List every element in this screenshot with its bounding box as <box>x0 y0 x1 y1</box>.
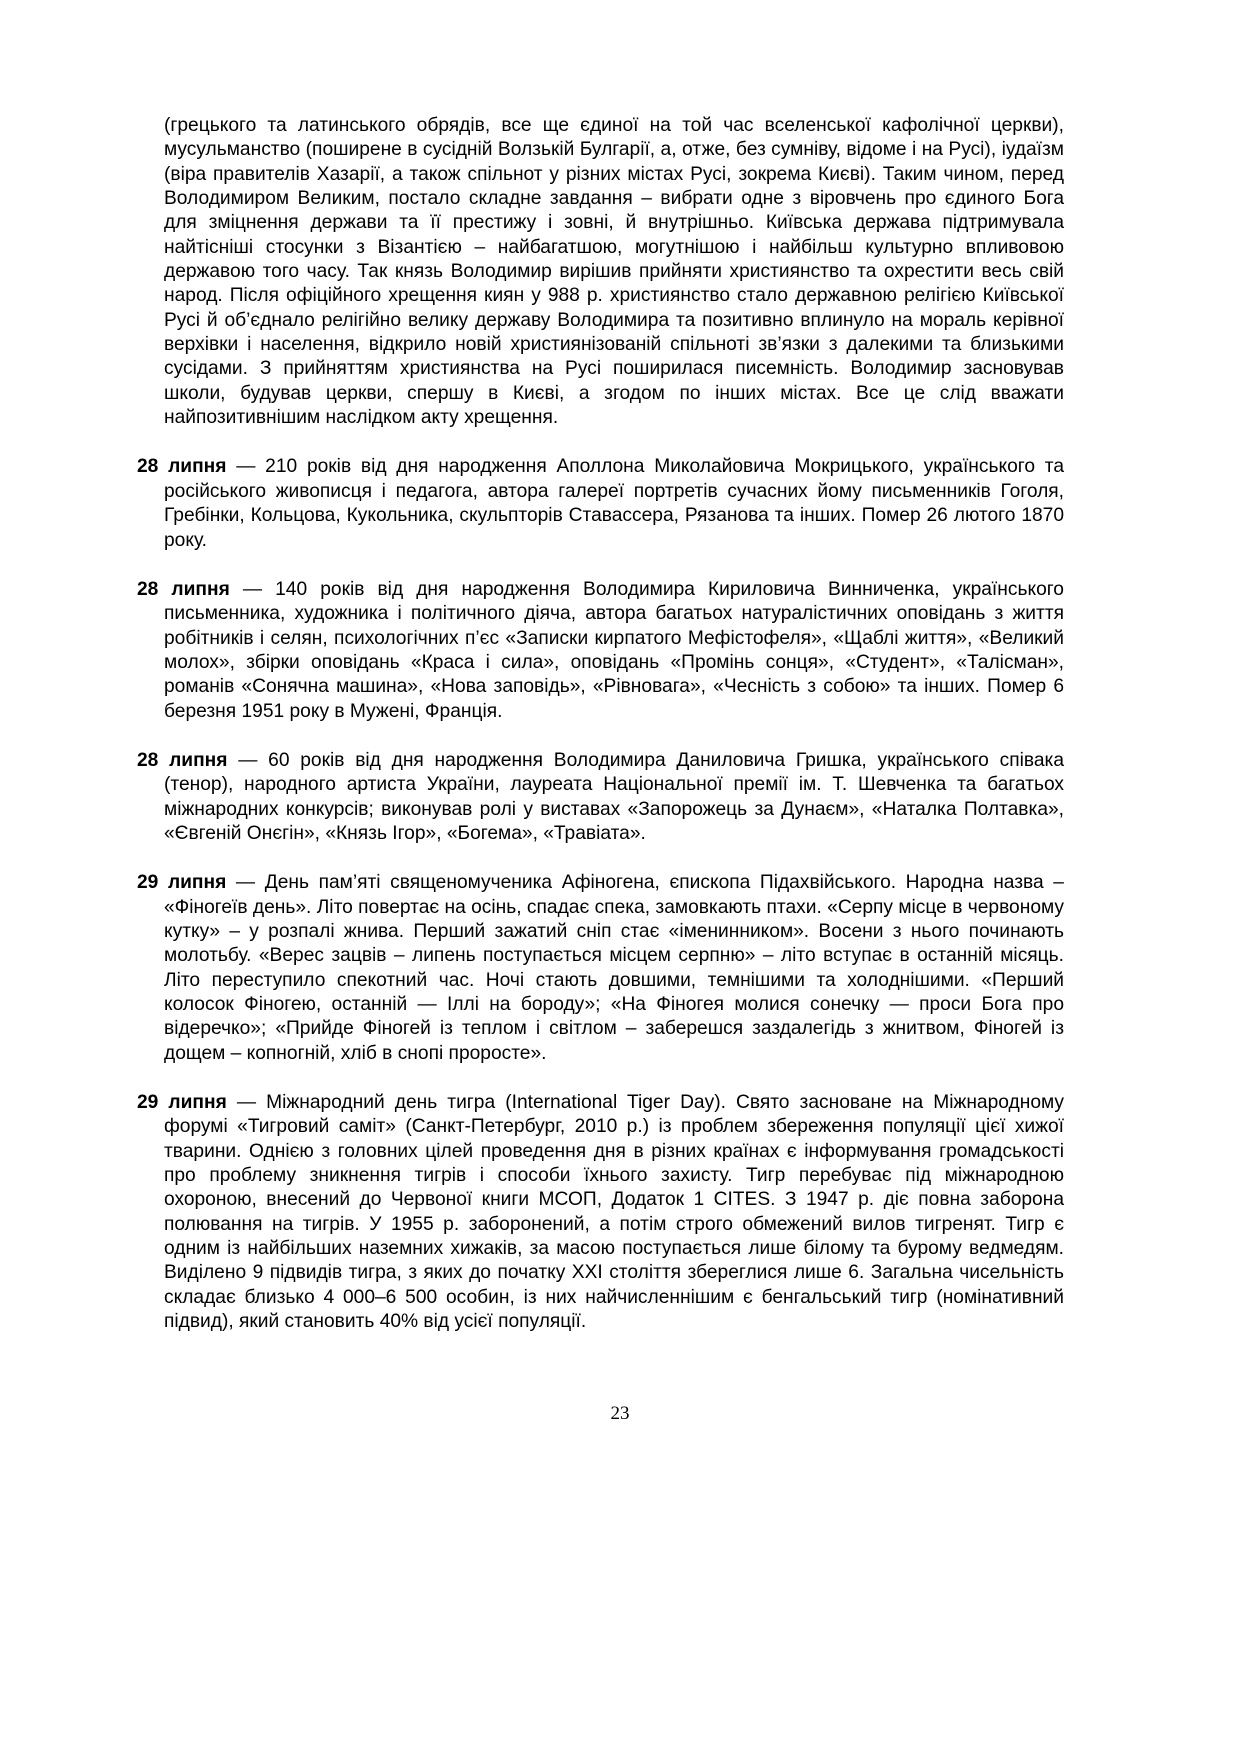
entry-vynnychenko <box>137 578 1064 724</box>
entry-mokrytskyi <box>137 455 1064 552</box>
entry-date: 29 липня <box>137 872 227 894</box>
entry-hryshko <box>137 749 1064 846</box>
intro-paragraph: (грецького та латинського обрядів, все ще єдиної на той час вселенської кафолічної церкви), мусульманство (поширене в сусідній Волзькій Булгарії, а, отже, без сумніву, відоме і на Русі), іудаїзм (віра правителів Хазарії, а також спільнот у різних містах Русі, зокрема Києві). Таким чином, перед Володимиром Великим, постало складне завдання – вибрати одне з віровчень про єдиного Бога для зміцнення держави та її престижу і зовні, й внутрішньо. Київська держава підтримувала найтісніші стосунки з Візантією – найбагатшою, могутнішою і найбільш культурно впливовою державою того часу. Так князь Володимир вирішив прийняти християнство та охрестити весь свій народ. Після офіційного хрещення киян у 988 р. християнство стало державною релігією Київської Русі й об’єднало релігійно велику державу Володимира та позитивно вплинуло на мораль керівної верхівки і населення, відкрило новій християнізованій спільноті зв’язки з далекими та близькими сусідами. З прийняттям християнства на Русі поширилася писемність. Володимир засновував школи, будував церкви, спершу в Києві, а згодом по інших містах. Все це слід вважати найпозитивнішим наслідком акту хрещення. <box>164 115 1064 429</box>
entry-afinohen-day <box>137 871 1064 1066</box>
entry-text: — 140 років від дня народження Володимира Кириловича Винниченка, українського письменника, художника і політичного діяча, автора багатьох натуралістичних оповідань з життя робітників і селян, психологічних п’єс «Записки кирпатого Мефістофеля», «Щаблі життя», «Великий молох», збірки оповідань «Краса і сила», оповідань «Промінь сонця», «Студент», «Талісман», романів «Сонячна машина», «Нова заповідь», «Рівновага», «Чесність з собою» та інших. Помер 6 березня 1951 року в Мужені, Франція. <box>164 578 1064 722</box>
page-number: 23 <box>610 1403 630 1424</box>
entry-date: 28 липня <box>137 578 230 600</box>
entry-date: 29 липня <box>137 1092 227 1114</box>
entry-tiger-day <box>137 1091 1064 1334</box>
entry-date: 28 липня <box>137 749 228 771</box>
document-page <box>137 114 1064 1334</box>
entry-text: — 60 років від дня народження Володимира Даниловича Гришка, українського співака (тенор), народного артиста України, лауреата Національної премії ім. Т. Шевченка та багатьох міжнародних конкурсів; виконував ролі у виставах «Запорожець за Дунаєм», «Наталка Полтавка», «Євгеній Онєгін», «Князь Ігор», «Богема», «Травіата». <box>164 749 1064 844</box>
entry-text: — Міжнародний день тигра (International Tiger Day). Свято засноване на Міжнародному форумі «Тигровий саміт» (Санкт-Петербург, 2010 р.) із проблем збереження популяції цієї хижої тварини. Однією з головних цілей проведення дня в різних країнах є інформування громадськості про проблему зникнення тигрів і способи їхнього захисту. Тигр перебуває під міжнародною охороною, внесений до Червоної книги МСОП, Додаток 1 CITES. З 1947 р. діє повна заборона полювання на тигрів. У 1955 р. заборонений, а потім строго обмежений вилов тигренят. Тигр є одним із найбільших наземних хижаків, за масою поступається лише білому та бурому ведмедям. Виділено 9 підвидів тигра, з яких до початку XXI століття збереглися лише 6. Загальна чисельність складає близько 4 000–6 500 особин, із них найчисленнішим є бенгальський тигр (номінативний підвид), який становить 40% від усієї популяції. <box>164 1092 1064 1333</box>
entry-text: — День пам’яті священомученика Афіногена, єпископа Підахвійського. Народна назва – «Фіногеїв день». Літо повертає на осінь, спадає спека, замовкають птахи. «Серпу місце в червоному кутку» – у розпалі жнива. Перший зажатий сніп стає «іменинником». Восени з нього починають молотьбу. «Верес зацвів – липень поступається місцем серпню» – літо вступає в останній місяць. Літо переступило спекотний час. Ночі стають довшими, темнішими та холоднішими. «Перший колосок Фіногею, останній — Іллі на бороду»; «На Фіногея молися сонечку — проси Бога про відеречко»; «Прийде Фіногей із теплом і світлом – заберешся заздалегідь з жнитвом, Фіногей із дощем – копногній, хліб в снопі проросте». <box>164 872 1064 1064</box>
entry-text: — 210 років від дня народження Аполлона Миколайовича Мокрицького, українського та російського живописця і педагога, автора галереї портретів сучасних йому письменників Гоголя, Гребінки, Кольцова, Кукольника, скульпторів Ставассера, Рязанова та інших. Помер 26 лютого 1870 року. <box>164 456 1064 551</box>
entry-date: 28 липня <box>137 456 227 478</box>
